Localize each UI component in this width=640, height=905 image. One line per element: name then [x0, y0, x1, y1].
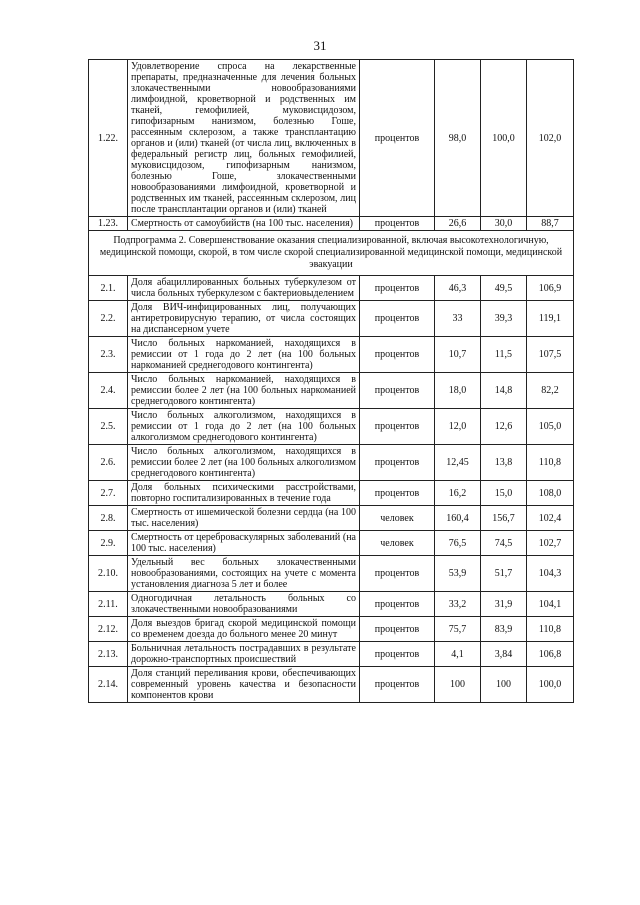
value-3-cell: 107,5 [527, 337, 574, 373]
table-row [89, 301, 574, 337]
row-number-cell: 2.14. [89, 667, 128, 703]
value-2-cell: 13,8 [481, 445, 527, 481]
value-2-cell: 31,9 [481, 592, 527, 617]
row-number-cell: 2.12. [89, 617, 128, 642]
row-number-cell: 2.2. [89, 301, 128, 337]
value-3-cell: 105,0 [527, 409, 574, 445]
value-1-cell: 98,0 [435, 60, 481, 217]
indicator-description-cell: Смертность от ишемической болезни сердца (на 100 тыс. населения) [128, 506, 360, 531]
row-number-cell: 2.4. [89, 373, 128, 409]
value-2-cell: 15,0 [481, 481, 527, 506]
value-2-cell: 83,9 [481, 617, 527, 642]
indicator-description-cell: Доля ВИЧ-инфицированных лиц, получающих антиретровирусную терапию, от числа состоящих на диспансерном учете [128, 301, 360, 337]
unit-cell: человек [360, 506, 435, 531]
table-row [89, 481, 574, 506]
table-row [89, 556, 574, 592]
value-1-cell: 12,0 [435, 409, 481, 445]
table-row [89, 592, 574, 617]
table-row [89, 409, 574, 445]
row-number-cell: 2.8. [89, 506, 128, 531]
value-1-cell: 4,1 [435, 642, 481, 667]
table-row [89, 60, 574, 217]
unit-cell: процентов [360, 481, 435, 506]
table-row [89, 506, 574, 531]
value-1-cell: 33,2 [435, 592, 481, 617]
value-2-cell: 49,5 [481, 276, 527, 301]
unit-cell: процентов [360, 592, 435, 617]
value-2-cell: 51,7 [481, 556, 527, 592]
section-row [89, 231, 574, 276]
unit-cell: процентов [360, 301, 435, 337]
row-number-cell: 2.5. [89, 409, 128, 445]
indicator-description-cell: Смертность от самоубийств (на 100 тыс. населения) [128, 217, 360, 231]
unit-cell: процентов [360, 617, 435, 642]
row-number-cell: 2.10. [89, 556, 128, 592]
value-3-cell: 102,7 [527, 531, 574, 556]
value-3-cell: 108,0 [527, 481, 574, 506]
unit-cell: процентов [360, 373, 435, 409]
value-1-cell: 33 [435, 301, 481, 337]
indicator-description-cell: Доля абациллированных больных туберкулезом от числа больных туберкулезом с бактериовыделением [128, 276, 360, 301]
value-3-cell: 110,8 [527, 617, 574, 642]
indicator-description-cell: Удовлетворение спроса на лекарственные препараты, предназначенные для лечения больных злокачественными новообразованиями лимфоидной, кроветворной и родственных им тканей, гемофилией, муковисцидозом, гипофизарным нанизмом, болезнью Гоше, рассеянным склерозом, а также трансплантацию органов и (или) тканей (от числа лиц, включенных в федеральный регистр лиц, больных гемофилией, муковисцидозом, гипофизарным нанизмом, болезнью Гоше, злокачественными новообразованиями лимфоидной, кроветворной и родственных им тканей, рассеянным склерозом, лиц после трансплантации органов и (или) тканей [128, 60, 360, 217]
table-body-top [89, 60, 574, 231]
row-number-cell: 2.1. [89, 276, 128, 301]
unit-cell: процентов [360, 217, 435, 231]
value-1-cell: 26,6 [435, 217, 481, 231]
unit-cell: процентов [360, 556, 435, 592]
table-section [89, 231, 574, 276]
value-3-cell: 106,9 [527, 276, 574, 301]
indicator-description-cell: Число больных наркоманией, находящихся в ремиссии от 1 года до 2 лет (на 100 больных наркоманией среднегодового контингента) [128, 337, 360, 373]
indicator-description-cell: Одногодичная летальность больных со злокачественными новообразованиями [128, 592, 360, 617]
indicators-table [88, 59, 574, 703]
table-body-bottom [89, 276, 574, 703]
unit-cell: процентов [360, 60, 435, 217]
indicator-description-cell: Смертность от цереброваскулярных заболеваний (на 100 тыс. населения) [128, 531, 360, 556]
indicator-description-cell: Больничная летальность пострадавших в результате дорожно-транспортных происшествий [128, 642, 360, 667]
row-number-cell: 2.13. [89, 642, 128, 667]
value-2-cell: 100 [481, 667, 527, 703]
table-row [89, 531, 574, 556]
indicator-description-cell: Удельный вес больных злокачественными новообразованиями, состоящих на учете с момента установления диагноза 5 лет и более [128, 556, 360, 592]
indicator-description-cell: Доля станций переливания крови, обеспечивающих современный уровень качества и безопасности компонентов крови [128, 667, 360, 703]
value-2-cell: 30,0 [481, 217, 527, 231]
value-3-cell: 82,2 [527, 373, 574, 409]
row-number-cell: 2.7. [89, 481, 128, 506]
indicator-description-cell: Число больных наркоманией, находящихся в ремиссии более 2 лет (на 100 больных наркоманией среднегодового контингента) [128, 373, 360, 409]
table-row [89, 667, 574, 703]
table-row [89, 373, 574, 409]
section-title: Подпрограмма 2. Совершенствование оказания специализированной, включая высокотехнологичную, медицинской помощи, скорой, в том числе скорой специализированной медицинской помощи, медицинской эвакуации [89, 231, 574, 276]
indicator-description-cell: Число больных алкоголизмом, находящихся в ремиссии более 2 лет (на 100 больных алкоголизмом среднегодового контингента) [128, 445, 360, 481]
unit-cell: процентов [360, 642, 435, 667]
value-3-cell: 88,7 [527, 217, 574, 231]
value-1-cell: 53,9 [435, 556, 481, 592]
value-1-cell: 12,45 [435, 445, 481, 481]
table-row [89, 276, 574, 301]
value-3-cell: 110,8 [527, 445, 574, 481]
value-1-cell: 100 [435, 667, 481, 703]
indicator-description-cell: Доля больных психическими расстройствами, повторно госпитализированных в течение года [128, 481, 360, 506]
value-3-cell: 104,1 [527, 592, 574, 617]
unit-cell: процентов [360, 276, 435, 301]
value-2-cell: 74,5 [481, 531, 527, 556]
row-number-cell: 2.6. [89, 445, 128, 481]
page-number: 31 [313, 38, 327, 53]
table-row [89, 337, 574, 373]
indicator-description-cell: Число больных алкоголизмом, находящихся в ремиссии от 1 года до 2 лет (на 100 больных алкоголизмом среднегодового контингента) [128, 409, 360, 445]
row-number-cell: 2.9. [89, 531, 128, 556]
value-1-cell: 46,3 [435, 276, 481, 301]
row-number-cell: 1.22. [89, 60, 128, 217]
value-2-cell: 12,6 [481, 409, 527, 445]
value-2-cell: 3,84 [481, 642, 527, 667]
table-row [89, 617, 574, 642]
value-1-cell: 10,7 [435, 337, 481, 373]
value-3-cell: 119,1 [527, 301, 574, 337]
value-1-cell: 18,0 [435, 373, 481, 409]
unit-cell: процентов [360, 409, 435, 445]
unit-cell: процентов [360, 667, 435, 703]
table-row [89, 642, 574, 667]
value-3-cell: 102,4 [527, 506, 574, 531]
unit-cell: процентов [360, 337, 435, 373]
value-2-cell: 39,3 [481, 301, 527, 337]
table-row [89, 445, 574, 481]
row-number-cell: 1.23. [89, 217, 128, 231]
value-1-cell: 76,5 [435, 531, 481, 556]
value-2-cell: 14,8 [481, 373, 527, 409]
table-row [89, 217, 574, 231]
value-3-cell: 104,3 [527, 556, 574, 592]
unit-cell: человек [360, 531, 435, 556]
unit-cell: процентов [360, 445, 435, 481]
value-1-cell: 75,7 [435, 617, 481, 642]
value-2-cell: 156,7 [481, 506, 527, 531]
value-3-cell: 102,0 [527, 60, 574, 217]
value-3-cell: 100,0 [527, 667, 574, 703]
value-1-cell: 160,4 [435, 506, 481, 531]
indicator-description-cell: Доля выездов бригад скорой медицинской помощи со временем доезда до больного менее 20 минут [128, 617, 360, 642]
value-3-cell: 106,8 [527, 642, 574, 667]
row-number-cell: 2.3. [89, 337, 128, 373]
value-1-cell: 16,2 [435, 481, 481, 506]
value-2-cell: 100,0 [481, 60, 527, 217]
row-number-cell: 2.11. [89, 592, 128, 617]
value-2-cell: 11,5 [481, 337, 527, 373]
